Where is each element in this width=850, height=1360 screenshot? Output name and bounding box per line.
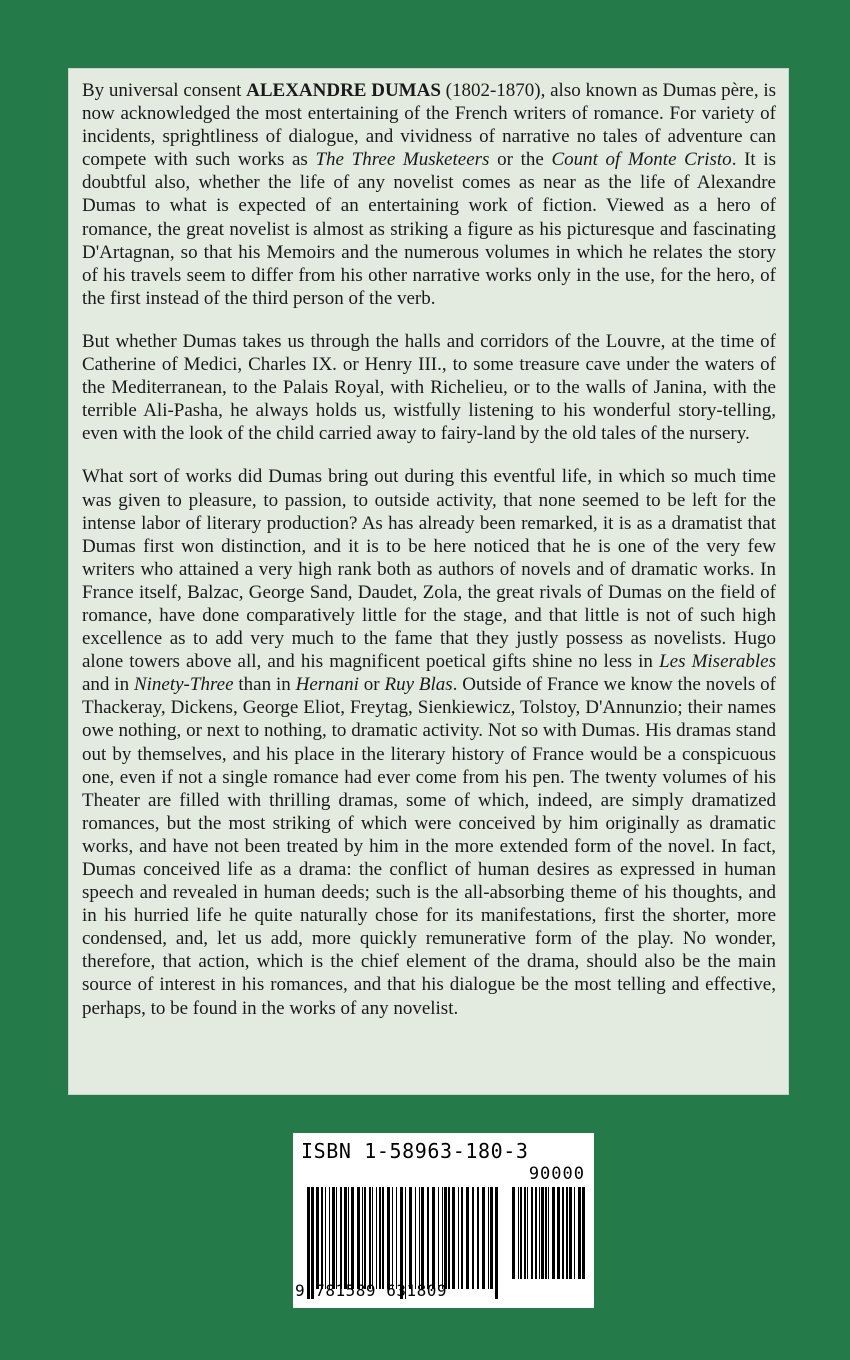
text-run: But whether Dumas takes us through the halls and corridors of the Louvre, at the time of Catherine of Medici, Charles IX. or Henry III., to some treasure cave under the waters of the Mediterranean, to the Palais Royal, with Richelieu, or to the walls of Janina, with the terrible Ali-Pasha, he always holds us, wistfully listening to his wonderful story-telling, even with the look of the child carried away to fairy-land by the old tales of the nursery. <box>82 330 776 445</box>
barcode-bar <box>552 1187 555 1279</box>
barcode-bar <box>329 1187 330 1289</box>
barcode-bar <box>548 1187 549 1279</box>
barcode-bar <box>527 1187 528 1279</box>
barcode-bar <box>574 1187 575 1279</box>
italic-title: Les Miserables <box>659 651 777 673</box>
barcode-bar <box>369 1187 371 1289</box>
barcode-bar <box>444 1187 447 1289</box>
barcode-bar <box>458 1187 459 1289</box>
isbn-label: ISBN 1-58963-180-3 <box>301 1139 529 1163</box>
barcode-bar <box>566 1187 568 1279</box>
barcode-bar <box>535 1187 537 1279</box>
text-run: or the <box>489 149 552 171</box>
barcode-bar <box>415 1187 416 1289</box>
text-run: and in <box>82 674 134 696</box>
italic-title: Ruy Blas <box>384 674 453 696</box>
barcode-bar <box>387 1187 390 1289</box>
text-run: (1802-1870), also known as Dumas père, is now acknowledged the most entertaining of the French writers of romance. For variety of incidents, sprightliness of dialogue, and vividness of narrative no tales of adventure can compete with such works as <box>82 80 776 171</box>
barcode-bar <box>531 1187 533 1279</box>
text-run: than in <box>233 674 296 696</box>
barcode-bar <box>518 1187 519 1279</box>
barcode-bar <box>372 1187 373 1289</box>
barcode-bar <box>562 1187 564 1279</box>
bold-text: ALEXANDRE DUMAS <box>246 80 441 101</box>
barcode-bar <box>438 1187 439 1289</box>
barcode-bar <box>396 1187 397 1289</box>
barcode-bar <box>557 1187 560 1279</box>
barcode-bar <box>364 1187 366 1289</box>
barcode-bar <box>512 1187 515 1279</box>
barcode-bar <box>379 1187 381 1289</box>
italic-title: The Three Musketeers <box>315 149 490 171</box>
barcode-bar <box>539 1187 540 1279</box>
barcode-bar <box>490 1187 493 1289</box>
italic-title: Hernani <box>295 674 359 696</box>
barcode-bar <box>351 1187 354 1289</box>
barcode-bar <box>482 1187 485 1289</box>
blurb-paragraph-1 <box>82 79 776 310</box>
barcode-bar <box>421 1187 424 1289</box>
blurb-panel <box>68 68 789 1095</box>
barcode-bar <box>376 1187 377 1289</box>
barcode-bar <box>344 1187 347 1289</box>
barcode-bar <box>316 1187 319 1289</box>
text-run: or <box>358 674 385 696</box>
barcode-bar <box>545 1187 547 1279</box>
barcode-bar <box>461 1187 463 1289</box>
italic-title: Count of Monte Cristo <box>551 149 732 171</box>
addon-number: 90000 <box>528 1164 585 1184</box>
barcode-bar <box>582 1187 585 1279</box>
barcode-bar <box>569 1187 572 1279</box>
isbn-barcode <box>293 1133 594 1308</box>
barcode-bar <box>340 1187 342 1289</box>
text-run: . Outside of France we know the novels of Thackeray, Dickens, George Eliot, Freytag, Sienkiewicz, Tolstoy, D'Annunzio; their names owe nothing, or next to nothing, to dramatic activity. Not so with Dumas. His dramas stand out by themselves, and his place in the literary history of France would be a conspicuous one, even if not a single romance had ever come from his pen. The twenty volumes of his Theater are filled with thrilling dramas, some of which, indeed, are simply dramatized romances, but the most striking of which were conceived by him originally as dramatic works, and have not been treated by him in the more extended form of the novel. In fact, Dumas conceived life as a drama: the conflict of human desires as expressed in human speech and revealed in human deeds; such is the all-absorbing theme of his thoughts, and in his hurried life he quite naturally chose for its manifestations, first the shorter, more condensed, and, let us add, more quickly remunerative form of the play. No wonder, therefore, that action, which is the chief element of the drama, should also be the main source of interest in his romances, and that his dialogue be the most telling and effective, perhaps, to be found in the works of any novelist. <box>82 674 776 1019</box>
barcode-bar <box>325 1187 326 1289</box>
barcode-bar <box>392 1187 393 1289</box>
barcode-bar <box>541 1187 544 1279</box>
barcode-bar <box>578 1187 581 1279</box>
barcode-bar <box>432 1187 435 1289</box>
barcode-bar <box>332 1187 335 1289</box>
barcode-bar <box>520 1187 522 1279</box>
barcode-bar <box>524 1187 526 1279</box>
barcode-bar <box>348 1187 349 1289</box>
text-run: . It is doubtful also, whether the life of any novelist comes as near as the life of Alexandre Dumas to what is expected of an entertaining work of fiction. Viewed as a hero of romance, the great novelist is almost as striking a figure as his picturesque and fascinating D'Artagnan, so that his Memoirs and the numerous volumes in which he relates the story of his travels seem to differ from his other narrative works only in the use, for the hero, of the first instead of the third person of the verb. <box>82 149 777 309</box>
barcode-bar <box>419 1187 420 1289</box>
barcode-bar <box>362 1187 363 1289</box>
barcode-bar <box>472 1187 474 1289</box>
barcode-bar <box>448 1187 450 1289</box>
text-run: What sort of works did Dumas bring out during this eventful life, in which so much time was given to pleasure, to passion, to outside activity, that none seemed to be left for the intense labor of literary production? As has already been remarked, it is as a dramatist that Dumas first won distinction, and it is to be here noticed that he is one of the very few writers who attained a very high rank both as authors of novels and of dramatic works. In France itself, Balzac, George Sand, Daudet, Zola, the great rivals of Dumas on the field of romance, have done comparatively little for the stage, and that little is not of such high excellence as to add very much to the fame that they justly possess as novelists. Hugo alone towers above all, and his magnificent poetical gifts shine no less in <box>82 466 776 673</box>
barcode-bar <box>357 1187 360 1289</box>
blurb-paragraph-3 <box>82 465 776 1019</box>
barcode-bar <box>427 1187 429 1289</box>
addon-barcode-bars <box>510 1187 588 1289</box>
barcode-bar <box>477 1187 479 1289</box>
barcode-bar <box>382 1187 384 1289</box>
barcode-bar <box>336 1187 337 1289</box>
barcode-bar <box>409 1187 412 1289</box>
barcode-bar <box>452 1187 455 1289</box>
barcode-bar <box>321 1187 323 1289</box>
blurb-paragraph-2 <box>82 330 776 445</box>
ean-number: 9 781589 631809 <box>295 1281 447 1300</box>
italic-title: Ninety-Three <box>133 674 234 696</box>
barcode-bar <box>466 1187 469 1289</box>
barcode-bar <box>488 1187 489 1289</box>
barcode-bar <box>442 1187 443 1289</box>
text-run: By universal consent <box>82 80 247 101</box>
